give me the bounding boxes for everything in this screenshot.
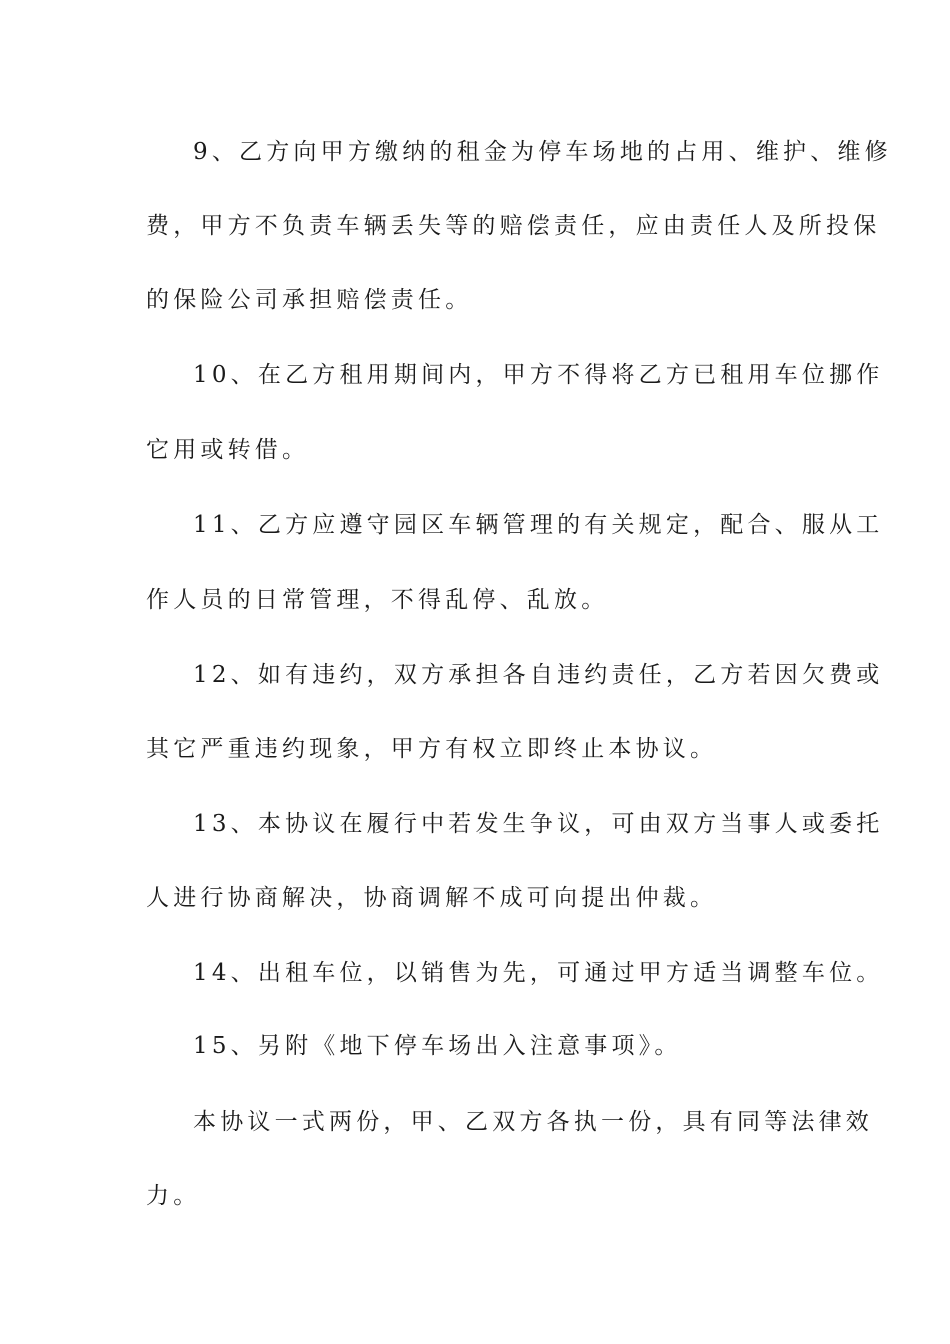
paragraph-11-line-2: 作人员的日常管理，不得乱停、乱放。 [146, 587, 609, 613]
paragraph-10-line-1: 10、在乙方租用期间内，甲方不得将乙方已租用车位挪作 [193, 362, 884, 388]
paragraph-12-line-2: 其它严重违约现象，甲方有权立即终止本协议。 [146, 736, 718, 762]
paragraph-11-line-1: 11、乙方应遵守园区车辆管理的有关规定，配合、服从工 [193, 512, 884, 538]
closing-paragraph-line-2: 力。 [146, 1183, 201, 1209]
paragraph-9-line-3: 的保险公司承担赔偿责任。 [146, 287, 473, 313]
paragraph-10-line-2: 它用或转借。 [146, 437, 310, 463]
paragraph-9-line-1: 9、乙方向甲方缴纳的租金为停车场地的占用、维护、维修 [193, 139, 892, 165]
paragraph-15: 15、另附《地下停车场出入注意事项》。 [193, 1033, 682, 1059]
closing-paragraph-line-1: 本协议一式两份，甲、乙双方各执一份，具有同等法律效 [193, 1109, 873, 1135]
paragraph-13-line-2: 人进行协商解决，协商调解不成可向提出仲裁。 [146, 885, 718, 911]
paragraph-9-line-2: 费，甲方不负责车辆丢失等的赔偿责任，应由责任人及所投保 [146, 213, 881, 239]
paragraph-14: 14、出租车位，以销售为先，可通过甲方适当调整车位。 [193, 960, 884, 986]
paragraph-12-line-1: 12、如有违约，双方承担各自违约责任，乙方若因欠费或 [193, 662, 884, 688]
paragraph-13-line-1: 13、本协议在履行中若发生争议，可由双方当事人或委托 [193, 811, 884, 837]
